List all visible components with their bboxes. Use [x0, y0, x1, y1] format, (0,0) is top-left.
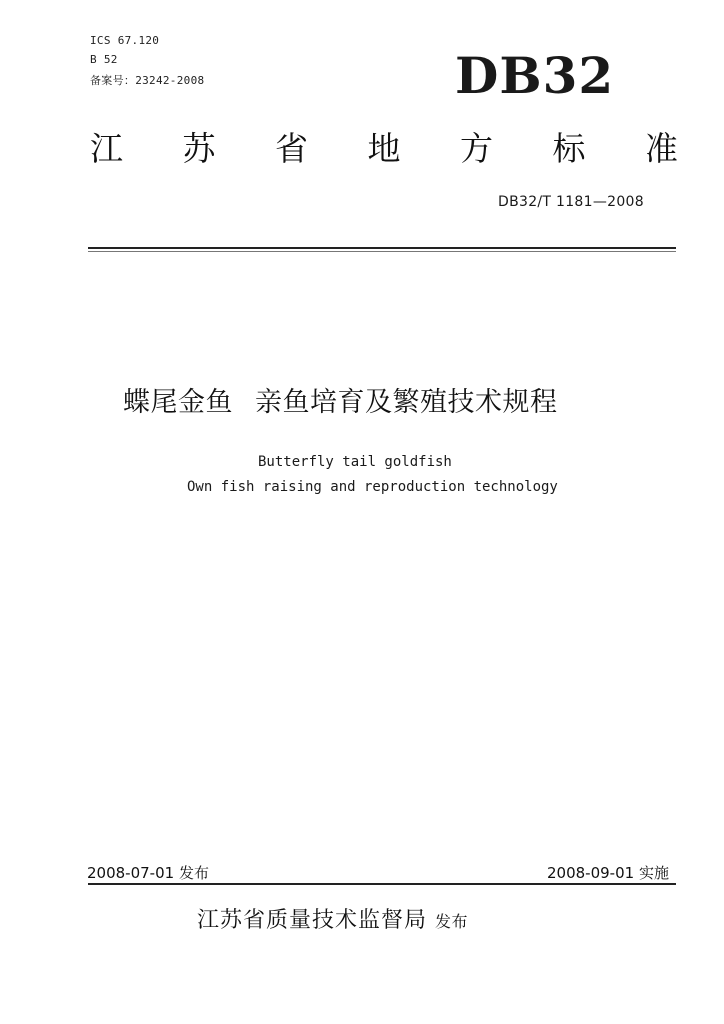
standard-number: DB32/T 1181—2008 [498, 194, 644, 210]
publisher-suffix: 发布 [435, 912, 469, 931]
standard-type-char: 标 [552, 129, 586, 168]
standard-type-char: 苏 [182, 129, 216, 168]
standard-type-char: 省 [275, 129, 308, 168]
db-standard-mark: DB32 [455, 46, 615, 105]
document-title-chinese [123, 383, 558, 423]
ccs-code: B 52 [90, 53, 118, 66]
footer-divider [88, 883, 676, 885]
title-cn-part2: 亲鱼培育及繁殖技术规程 [255, 387, 558, 418]
issue-date: 2008-07-01 发布 [87, 864, 209, 882]
standard-type-char: 方 [460, 129, 493, 168]
standard-type-char: 江 [90, 129, 123, 168]
standard-type-title [90, 124, 678, 174]
standard-type-char: 准 [645, 129, 678, 168]
title-cn-part1: 蝶尾金鱼 [123, 387, 233, 418]
standard-type-char: 地 [367, 129, 401, 168]
filing-number: 备案号：23242-2008 [90, 74, 205, 87]
document-title-english-line1: Butterfly tail goldfish [258, 454, 452, 470]
publisher-name: 江苏省质量技术监督局 [197, 908, 428, 933]
implementation-date: 2008-09-01 实施 [547, 864, 669, 882]
header-divider-thin [88, 251, 676, 252]
document-title-english-line2: Own fish raising and reproduction technology [187, 479, 558, 495]
ics-code: ICS 67.120 [90, 34, 160, 47]
publisher [197, 903, 468, 940]
header-divider [88, 247, 676, 249]
